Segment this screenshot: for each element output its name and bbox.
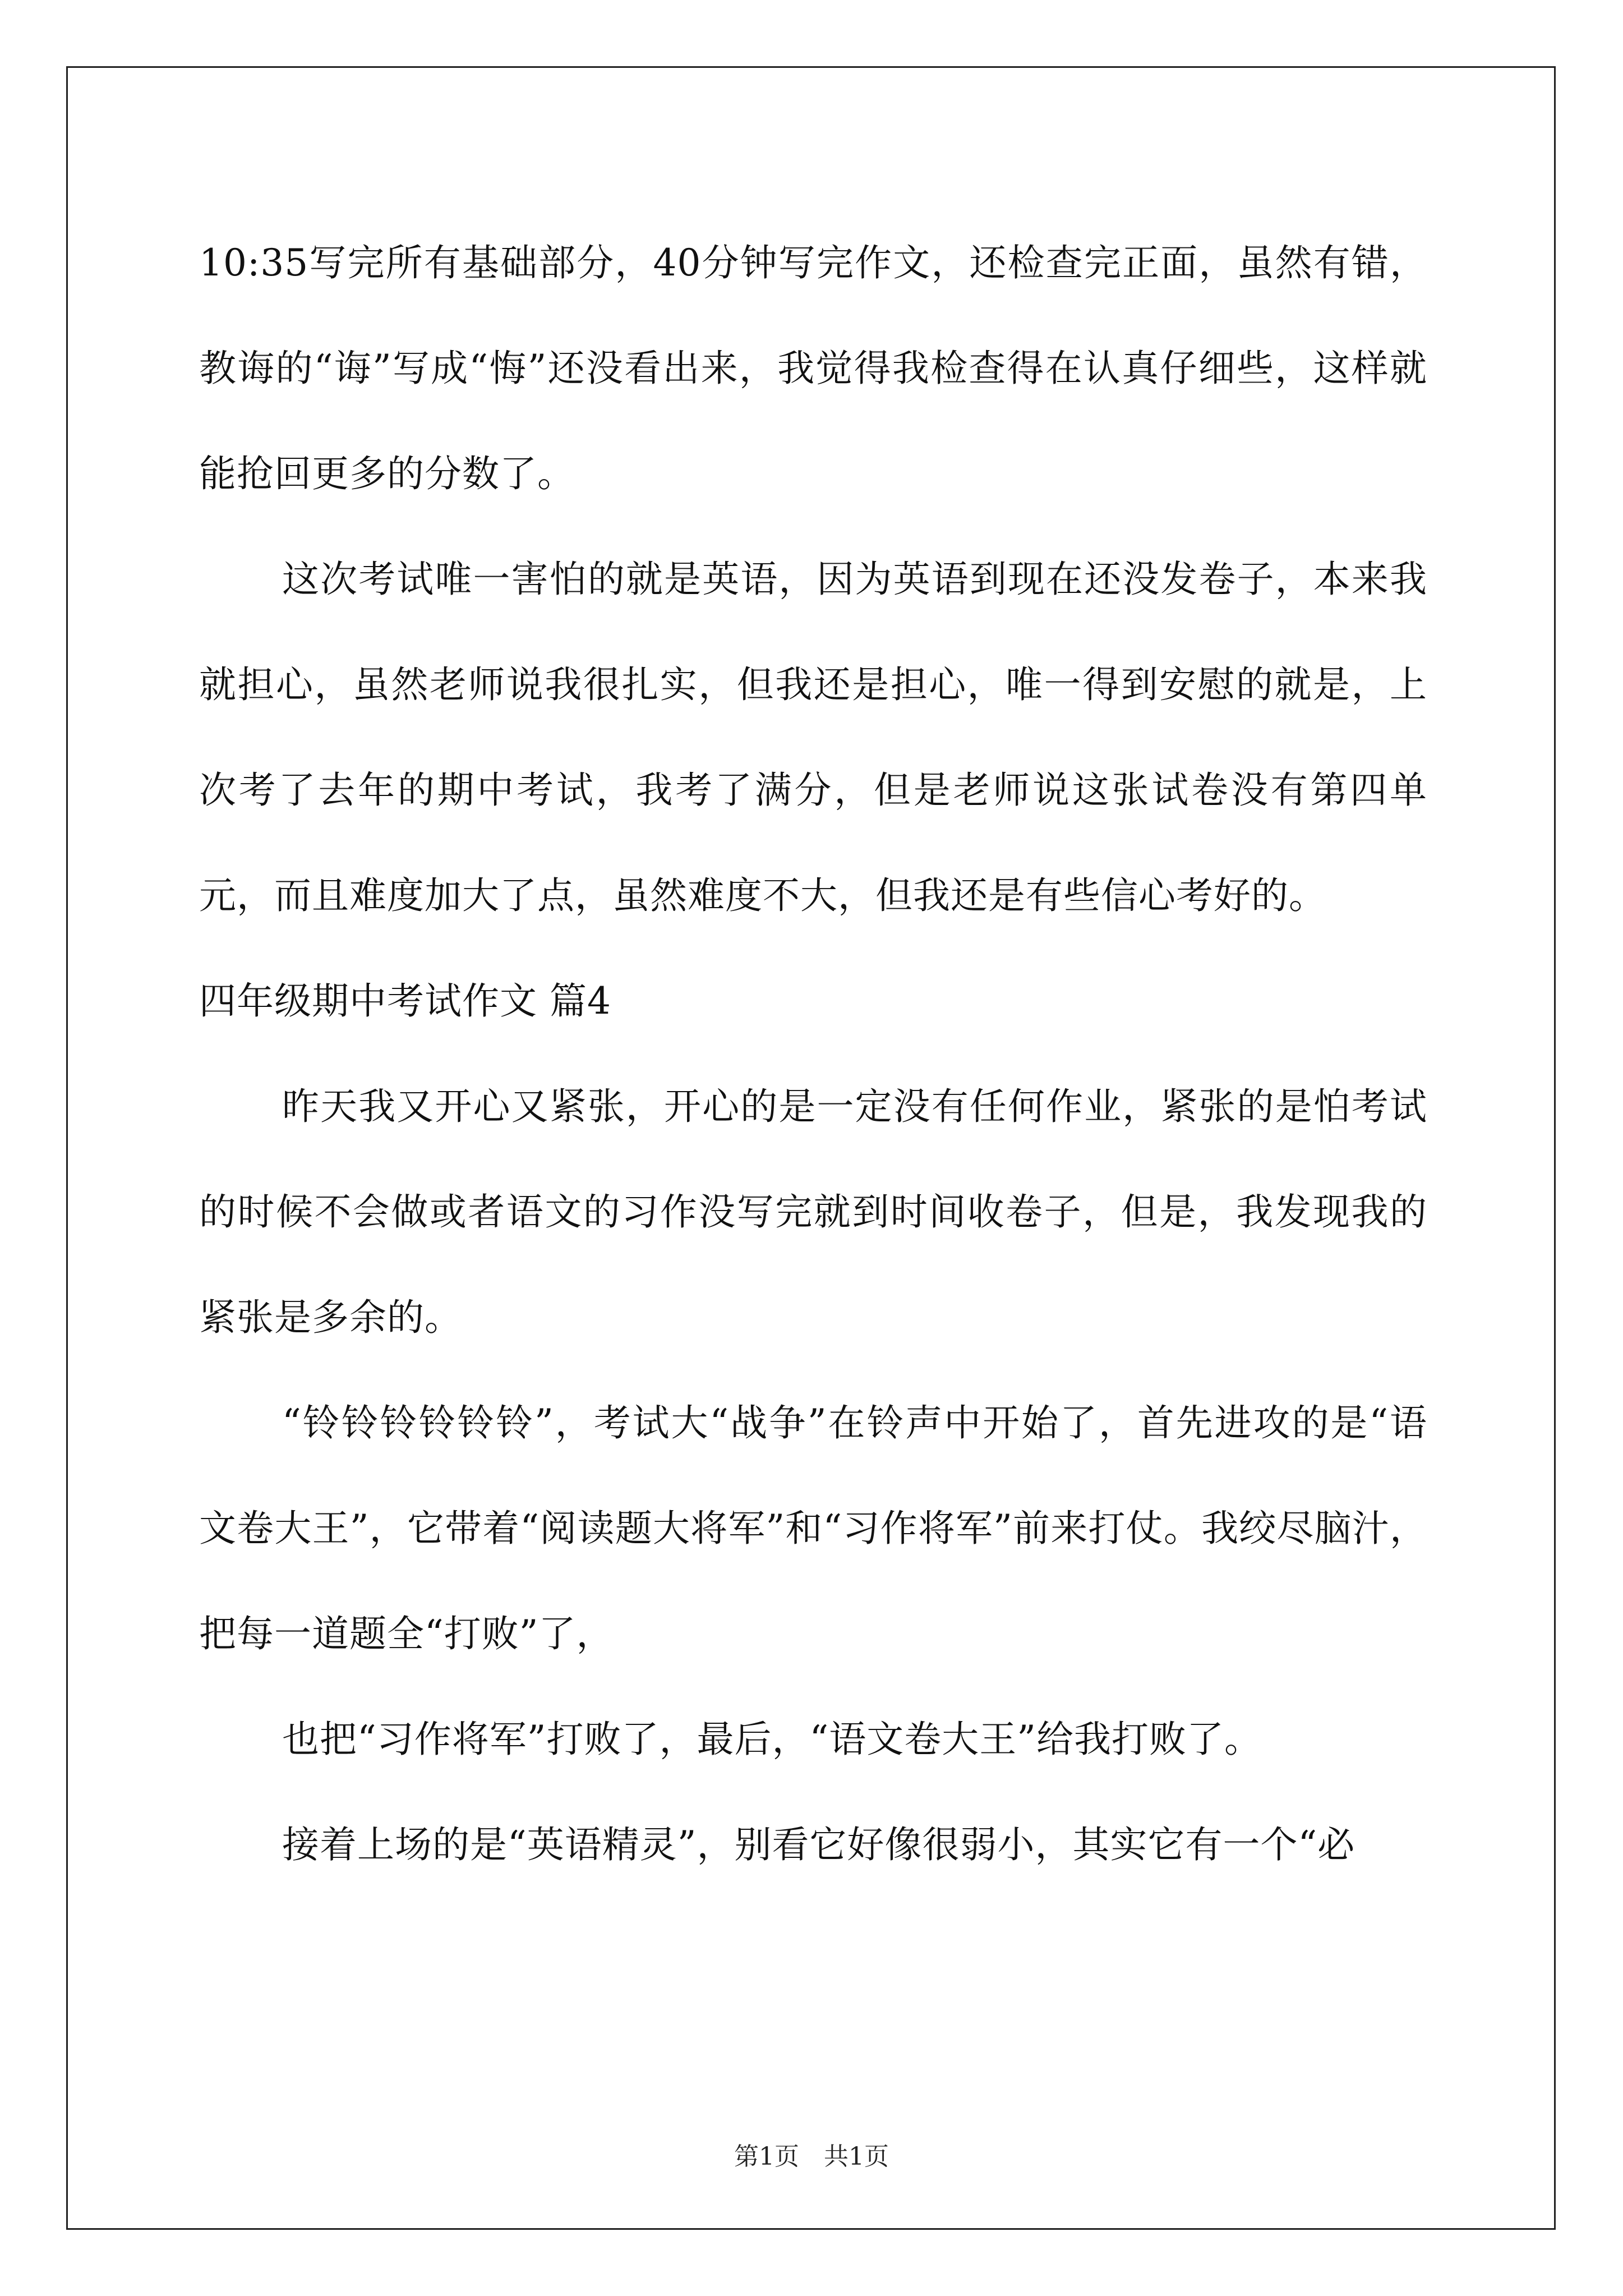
- paragraph-2: 这次考试唯一害怕的就是英语，因为英语到现在还没发卷子，本来我就担心，虽然老师说我很扎实，但我还是担心，唯一得到安慰的就是，上次考了去年的期中考试，我考了满分，但是老师说这张试卷没有第四单元，而且难度加大了点，虽然难度不大，但我还是有些信心考好的。: [199, 558, 1427, 917]
- paragraph-3: 昨天我又开心又紧张，开心的是一定没有任何作业，紧张的是怕考试的时候不会做或者语文的习作没写完就到时间收卷子，但是，我发现我的紧张是多余的。: [199, 1085, 1427, 1339]
- document-body: [199, 210, 1427, 1898]
- section-heading: 四年级期中考试作文 篇4: [199, 979, 611, 1023]
- paragraph-6: 接着上场的是“英语精灵”，别看它好像很弱小，其实它有一个“必: [282, 1823, 1355, 1866]
- paragraph-4: “铃铃铃铃铃铃”，考试大“战争”在铃声中开始了，首先进攻的是“语文卷大王”，它带着“阅读题大将军”和“习作将军”前来打仗。我绞尽脑汁，把每一道题全“打败”了，: [199, 1401, 1427, 1655]
- paragraph-5: 也把“习作将军”打败了，最后，“语文卷大王”给我打败了。: [282, 1718, 1262, 1761]
- paragraph-1: 10:35写完所有基础部分，40分钟写完作文，还检查完正面，虽然有错，教诲的“诲”写成“悔”还没看出来，我觉得我检查得在认真仔细些，这样就能抢回更多的分数了。: [199, 241, 1427, 495]
- page-footer: 第1页 共1页: [734, 2142, 889, 2171]
